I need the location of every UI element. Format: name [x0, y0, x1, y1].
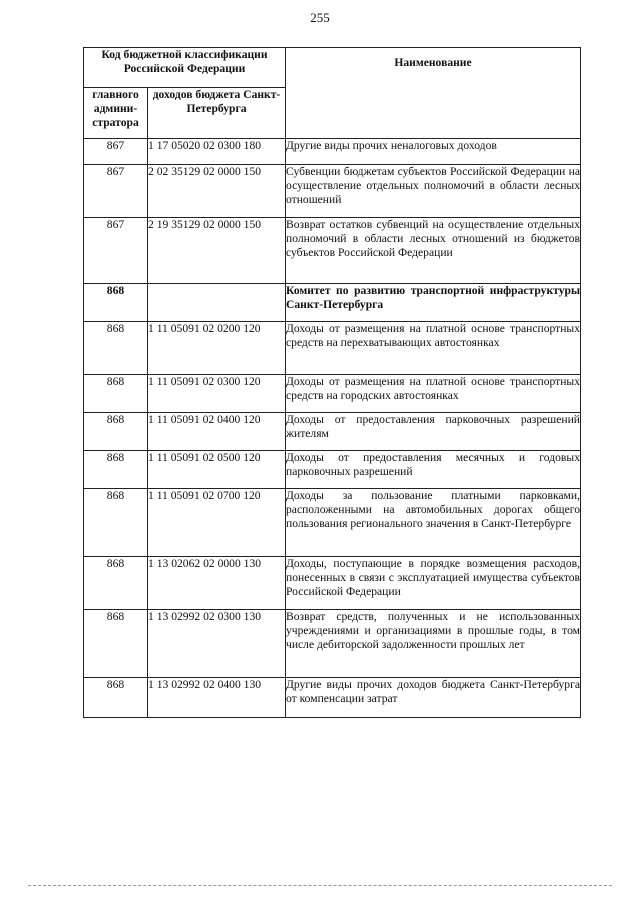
cell-administrator-code: 868: [84, 413, 148, 451]
header-row-top: [84, 48, 581, 88]
cell-name: Другие виды прочих неналоговых доходов: [286, 139, 581, 165]
table-row: [84, 139, 581, 165]
cell-name: Комитет по развитию транспортной инфраструктуры Санкт-Петербурга: [286, 284, 581, 322]
cell-revenue-code: 1 11 05091 02 0200 120: [148, 322, 286, 375]
cell-revenue-code: 2 02 35129 02 0000 150: [148, 165, 286, 218]
budget-classification-table: [83, 47, 581, 718]
cell-name: Доходы от размещения на платной основе транспортных средств на перехватывающих автостоянках: [286, 322, 581, 375]
cell-revenue-code: [148, 284, 286, 322]
cell-name: Доходы за пользование платными парковками, расположенными на автомобильных дорогах общего пользования регионального значения в Санкт-Петербурге: [286, 489, 581, 557]
cell-administrator-code: 867: [84, 165, 148, 218]
table-row: [84, 678, 581, 718]
cell-name: Доходы, поступающие в порядке возмещения расходов, понесенных в связи с эксплуатацией имущества субъектов Российской Федерации: [286, 557, 581, 610]
table-body: [84, 139, 581, 718]
cell-name: Возврат средств, полученных и не использованных учреждениями и организациями в прошлые годы, в том числе дебиторской задолженности прошлых лет: [286, 610, 581, 678]
cell-administrator-code: 868: [84, 284, 148, 322]
header-name: Наименование: [286, 48, 581, 139]
table-row: [84, 284, 581, 322]
table-row: [84, 218, 581, 284]
header-revenue-code: доходов бюджета Санкт-Петербурга: [148, 88, 286, 139]
cell-administrator-code: 868: [84, 557, 148, 610]
table-row: [84, 451, 581, 489]
cell-administrator-code: 868: [84, 678, 148, 718]
cell-revenue-code: 1 11 05091 02 0400 120: [148, 413, 286, 451]
cell-revenue-code: 1 17 05020 02 0300 180: [148, 139, 286, 165]
cell-revenue-code: 1 11 05091 02 0700 120: [148, 489, 286, 557]
cell-administrator-code: 868: [84, 610, 148, 678]
table-row: [84, 610, 581, 678]
cell-name: Доходы от размещения на платной основе транспортных средств на городских автостоянках: [286, 375, 581, 413]
cell-administrator-code: 868: [84, 322, 148, 375]
cell-revenue-code: 2 19 35129 02 0000 150: [148, 218, 286, 284]
cell-name: Доходы от предоставления парковочных разрешений жителям: [286, 413, 581, 451]
cell-administrator-code: 867: [84, 218, 148, 284]
table-row: [84, 375, 581, 413]
cell-administrator-code: 868: [84, 451, 148, 489]
table-row: [84, 557, 581, 610]
cell-administrator-code: 868: [84, 489, 148, 557]
header-classification-code: Код бюджетной классификации Российской Федерации: [84, 48, 286, 88]
page-number: 255: [310, 10, 330, 25]
cell-name: Доходы от предоставления месячных и годовых парковочных разрешений: [286, 451, 581, 489]
header-main-administrator: главного админи-стратора: [84, 88, 148, 139]
cell-administrator-code: 867: [84, 139, 148, 165]
table-row: [84, 322, 581, 375]
cell-revenue-code: 1 11 05091 02 0500 120: [148, 451, 286, 489]
table-row: [84, 489, 581, 557]
cell-name: Другие виды прочих доходов бюджета Санкт-Петербурга от компенсации затрат: [286, 678, 581, 718]
cell-revenue-code: 1 11 05091 02 0300 120: [148, 375, 286, 413]
scan-artifact-line: [28, 885, 612, 887]
cell-revenue-code: 1 13 02992 02 0300 130: [148, 610, 286, 678]
cell-administrator-code: 868: [84, 375, 148, 413]
cell-revenue-code: 1 13 02992 02 0400 130: [148, 678, 286, 718]
cell-revenue-code: 1 13 02062 02 0000 130: [148, 557, 286, 610]
cell-name: Субвенции бюджетам субъектов Российской Федерации на осуществление отдельных полномочий в области лесных отношений: [286, 165, 581, 218]
cell-name: Возврат остатков субвенций на осуществление отдельных полномочий в области лесных отношений из бюджетов субъектов Российской Федерации: [286, 218, 581, 284]
table-row: [84, 165, 581, 218]
table-row: [84, 413, 581, 451]
